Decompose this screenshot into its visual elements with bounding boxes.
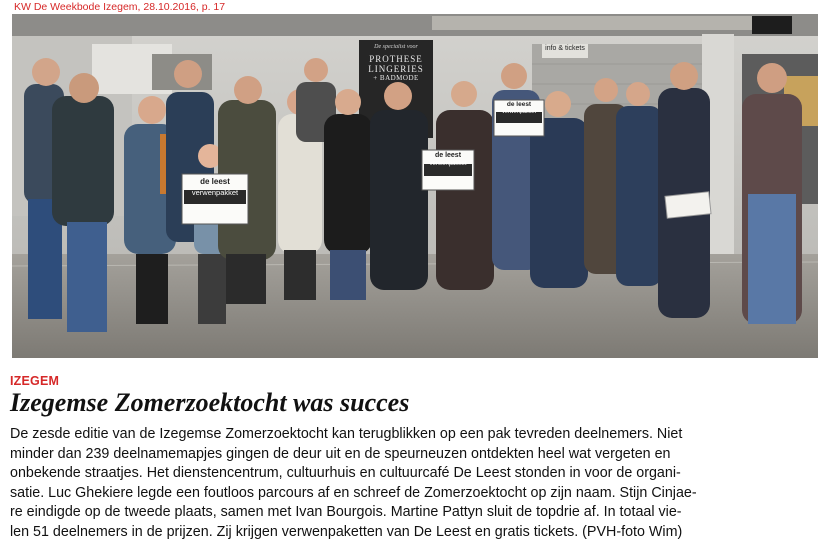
certificate-center-title: de leest <box>434 152 462 159</box>
banner-tagline: De specialist voor <box>374 44 418 50</box>
body-line: De zesde editie van de Izegemse Zomerzoektocht kan terugblikken op een pak tevreden deelnemers. Niet <box>10 426 683 442</box>
certificate-left-title: de leest <box>200 177 230 186</box>
article-body <box>10 425 818 543</box>
body-line: onbekende straatjes. Het dienstencentrum, cultuurhuis en cultuurcafé De Leest stonden in voor de organi- <box>10 465 681 482</box>
certificate-left-subtitle: verwenpakket <box>191 188 239 197</box>
section-label: IZEGEM <box>10 374 60 388</box>
group-photo <box>12 14 818 358</box>
certificate-center-subtitle: verwenpakket <box>429 161 467 167</box>
banner-line-prothese: PROTHESE <box>369 54 423 64</box>
source-citation: KW De Weekbode Izegem, 28.10.2016, p. 17 <box>14 1 226 13</box>
certificate-right-title: de leest <box>506 101 532 108</box>
body-line: satie. Luc Ghekiere legde een foutloos parcours af en schreef de Zomerzoektocht op zijn naam. Stijn Cinjae- <box>10 484 697 501</box>
body-line: re eindigde op de tweede plaats, samen met Ivan Bourgois. Martine Pattyn sluit de topdrie af. In totaal vie- <box>10 504 682 521</box>
info-sign: info & tickets <box>545 45 585 52</box>
certificate-right-subtitle: verwenpakket <box>502 109 536 115</box>
banner-line-lingeries: LINGERIES <box>368 64 424 74</box>
body-line: minder dan 239 deelnamemapjes gingen de deur uit en de speurneuzen ontdekten heel wat vergeten en <box>10 445 671 462</box>
tv-screen <box>752 16 792 34</box>
article-headline: Izegemse Zomerzoektocht was succes <box>10 388 410 417</box>
body-line: len 51 deelnemers in de prijzen. Zij krijgen verwenpaketten van De Leest en gratis tickets. (PVH-foto Wim) <box>10 523 683 540</box>
banner-line-badmode: + BADMODE <box>373 74 419 82</box>
